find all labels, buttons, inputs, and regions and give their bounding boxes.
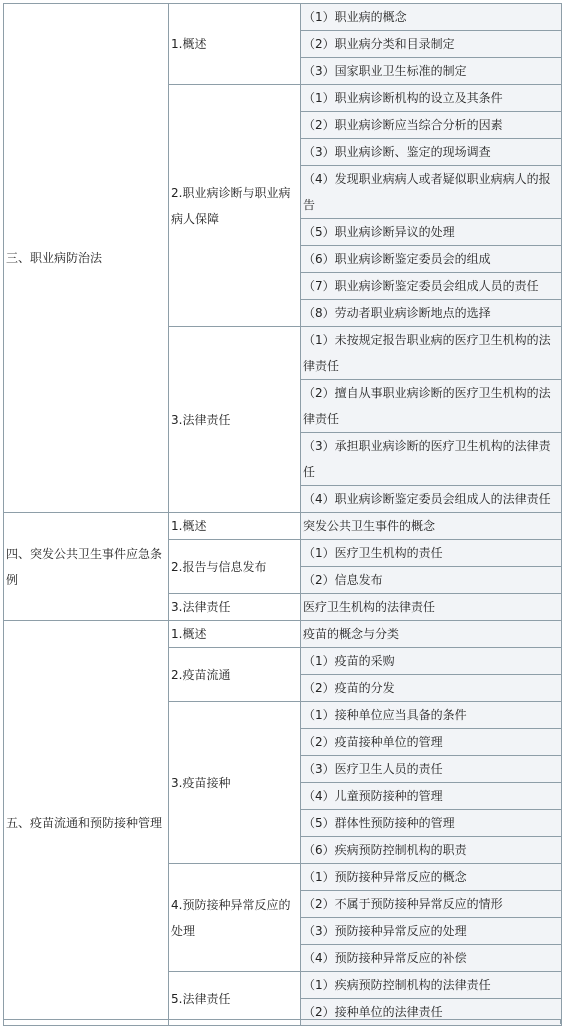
subsection-title: 4.预防接种异常反应的处理 (169, 864, 301, 972)
topic-item: （2）疫苗的分发 (301, 675, 562, 702)
topic-item: （8）劳动者职业病诊断地点的选择 (301, 300, 562, 327)
topic-item: （3）国家职业卫生标准的制定 (301, 58, 562, 85)
subsection-title: 1.概述 (169, 513, 301, 540)
subsection-title: 3.法律责任 (169, 594, 301, 621)
subsection-title: 5.法律责任 (169, 972, 301, 1026)
topic-item: （5）群体性预防接种的管理 (301, 810, 562, 837)
topic-item: （4）儿童预防接种的管理 (301, 783, 562, 810)
subsection-title: 3.疫苗接种 (169, 702, 301, 864)
topic-item: （2）疫苗接种单位的管理 (301, 729, 562, 756)
topic-item: （3）医疗卫生人员的责任 (301, 756, 562, 783)
topic-item: （1）接种单位应当具备的条件 (301, 702, 562, 729)
topic-item: （5）职业病诊断异议的处理 (301, 219, 562, 246)
syllabus-body (4, 4, 562, 1026)
topic-item: （2）不属于预防接种异常反应的情形 (301, 891, 562, 918)
topic-item: （1）疾病预防控制机构的法律责任 (301, 972, 562, 999)
topic-item: （3）职业病诊断、鉴定的现场调查 (301, 139, 562, 166)
table-continuation (3, 1019, 561, 1024)
subsection-title: 2.职业病诊断与职业病病人保障 (169, 85, 301, 327)
topic-item: （4）发现职业病病人或者疑似职业病病人的报告 (301, 166, 562, 219)
topic-item: （6）疾病预防控制机构的职责 (301, 837, 562, 864)
topic-item: （2）擅自从事职业病诊断的医疗卫生机构的法律责任 (301, 380, 562, 433)
table-row (4, 4, 562, 31)
topic-item: 医疗卫生机构的法律责任 (301, 594, 562, 621)
table-row (4, 621, 562, 648)
topic-item: （2）信息发布 (301, 567, 562, 594)
syllabus-table (3, 3, 562, 1026)
topic-item: （2）接种单位的法律责任 (301, 999, 562, 1026)
topic-item: 突发公共卫生事件的概念 (301, 513, 562, 540)
topic-item: （2）职业病分类和目录制定 (301, 31, 562, 58)
topic-item: （1）职业病诊断机构的设立及其条件 (301, 85, 562, 112)
subsection-title: 2.疫苗流通 (169, 648, 301, 702)
topic-item: （1）职业病的概念 (301, 4, 562, 31)
topic-item: （2）职业病诊断应当综合分析的因素 (301, 112, 562, 139)
subsection-title: 3.法律责任 (169, 327, 301, 513)
topic-item: （1）疫苗的采购 (301, 648, 562, 675)
topic-item: （3）承担职业病诊断的医疗卫生机构的法律责任 (301, 433, 562, 486)
subsection-title: 1.概述 (169, 4, 301, 85)
topic-item: （3）预防接种异常反应的处理 (301, 918, 562, 945)
topic-item: （1）预防接种异常反应的概念 (301, 864, 562, 891)
topic-item: （7）职业病诊断鉴定委员会组成人员的责任 (301, 273, 562, 300)
subsection-title: 2.报告与信息发布 (169, 540, 301, 594)
topic-item: （1）未按规定报告职业病的医疗卫生机构的法律责任 (301, 327, 562, 380)
topic-item: （6）职业病诊断鉴定委员会的组成 (301, 246, 562, 273)
column-divider (300, 1020, 301, 1025)
subsection-title: 1.概述 (169, 621, 301, 648)
section-title: 三、职业病防治法 (4, 4, 169, 513)
table-row (4, 513, 562, 540)
topic-item: （4）预防接种异常反应的补偿 (301, 945, 562, 972)
section-title: 五、疫苗流通和预防接种管理 (4, 621, 169, 1026)
topic-item: （4）职业病诊断鉴定委员会组成人的法律责任 (301, 486, 562, 513)
column-divider (168, 1020, 169, 1025)
topic-item: 疫苗的概念与分类 (301, 621, 562, 648)
topic-item: （1）医疗卫生机构的责任 (301, 540, 562, 567)
section-title: 四、突发公共卫生事件应急条例 (4, 513, 169, 621)
